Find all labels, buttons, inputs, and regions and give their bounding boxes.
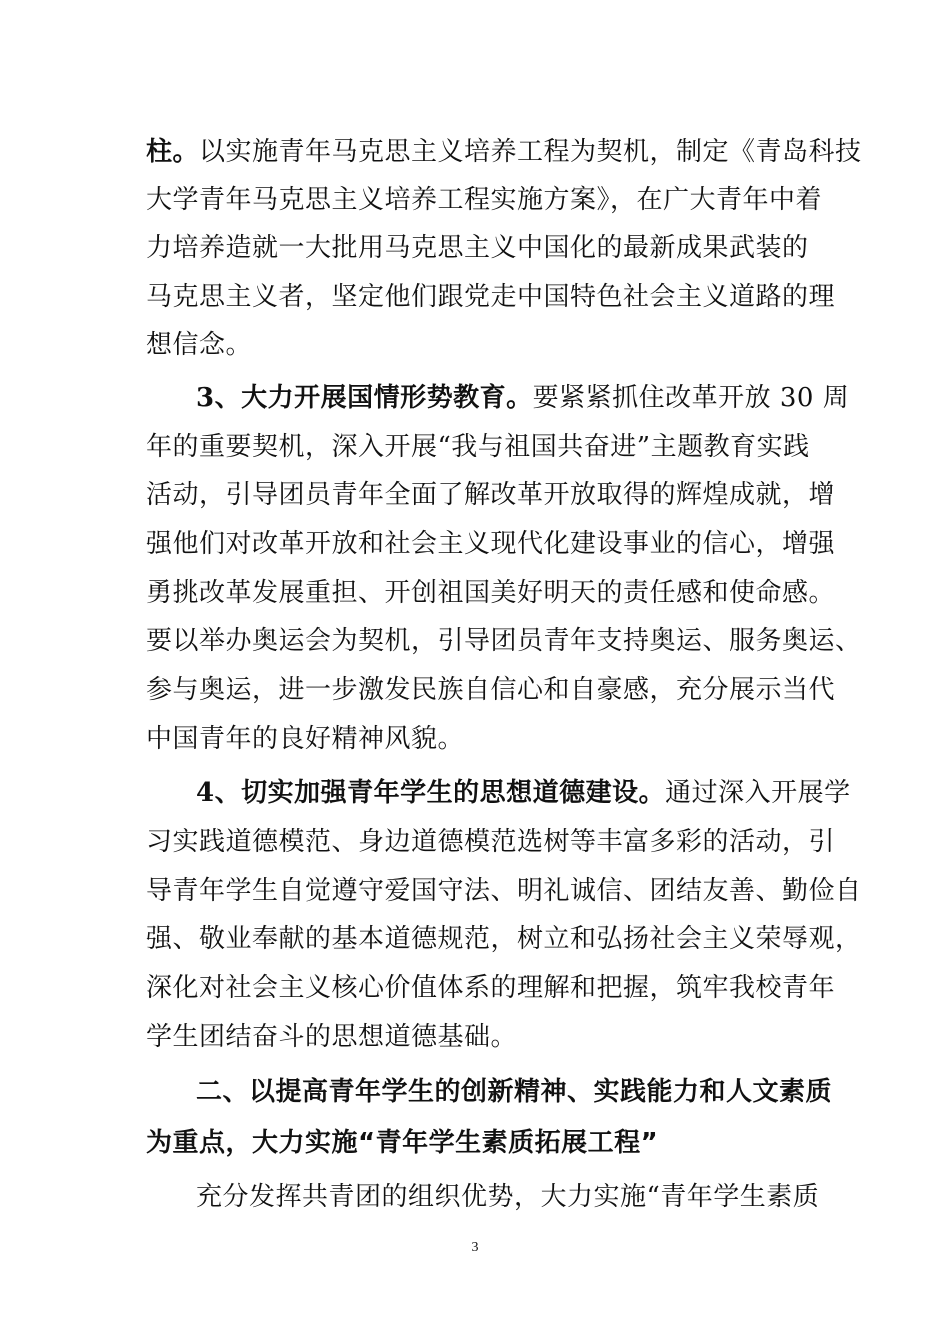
section-item-4 xyxy=(196,768,851,818)
body-line: 大学青年马克思主义培养工程实施方案》，在广大青年中着 xyxy=(146,185,823,215)
bold-lead: 柱。 xyxy=(146,137,200,167)
line-text: 以实施青年马克思主义培养工程为契机，制定《青岛科技 xyxy=(199,137,862,167)
body-line: 中国青年的良好精神风貌。 xyxy=(146,724,465,754)
body-line: 习实践道德模范、身边道德模范选树等丰富多彩的活动，引 xyxy=(146,827,836,857)
item-heading: 3、大力开展国情形势教育。 xyxy=(196,383,533,413)
body-line: 马克思主义者，坚定他们跟党走中国特色社会主义道路的理 xyxy=(146,282,836,312)
body-line: 导青年学生自觉遵守爱国守法、明礼诚信、团结友善、勤俭自 xyxy=(146,876,862,906)
section-heading-cont: 为重点，大力实施“青年学生素质拓展工程” xyxy=(146,1128,659,1158)
body-line: 强、敬业奉献的基本道德规范，树立和弘扬社会主义荣辱观， xyxy=(146,924,862,954)
body-line: 要以举办奥运会为契机，引导团员青年支持奥运、服务奥运、 xyxy=(146,626,862,656)
page-number: 3 xyxy=(471,1240,479,1255)
body-line xyxy=(146,127,862,177)
body-line: 年的重要契机，深入开展“我与祖国共奋进”主题教育实践 xyxy=(146,432,810,462)
body-line: 勇挑改革发展重担、开创祖国美好明天的责任感和使命感。 xyxy=(146,578,836,608)
item-heading: 4、切实加强青年学生的思想道德建设。 xyxy=(196,778,666,808)
section-heading: 二、以提高青年学生的创新精神、实践能力和人文素质 xyxy=(196,1077,833,1107)
line-text: 通过深入开展学 xyxy=(665,778,851,808)
body-line: 深化对社会主义核心价值体系的理解和把握，筑牢我校青年 xyxy=(146,973,836,1003)
body-line: 参与奥运，进一步激发民族自信心和自豪感，充分展示当代 xyxy=(146,675,836,705)
body-line: 充分发挥共青团的组织优势，大力实施“青年学生素质 xyxy=(196,1182,820,1212)
body-line: 强他们对改革开放和社会主义现代化建设事业的信心，增强 xyxy=(146,529,836,559)
body-line: 活动，引导团员青年全面了解改革开放取得的辉煌成就，增 xyxy=(146,480,836,510)
section-item-3 xyxy=(196,373,850,423)
body-line: 力培养造就一大批用马克思主义中国化的最新成果武装的 xyxy=(146,233,809,263)
body-line: 想信念。 xyxy=(146,330,253,360)
body-line: 学生团结奋斗的思想道德基础。 xyxy=(146,1022,518,1052)
line-text: 要紧紧抓住改革开放 30 周 xyxy=(532,383,850,413)
